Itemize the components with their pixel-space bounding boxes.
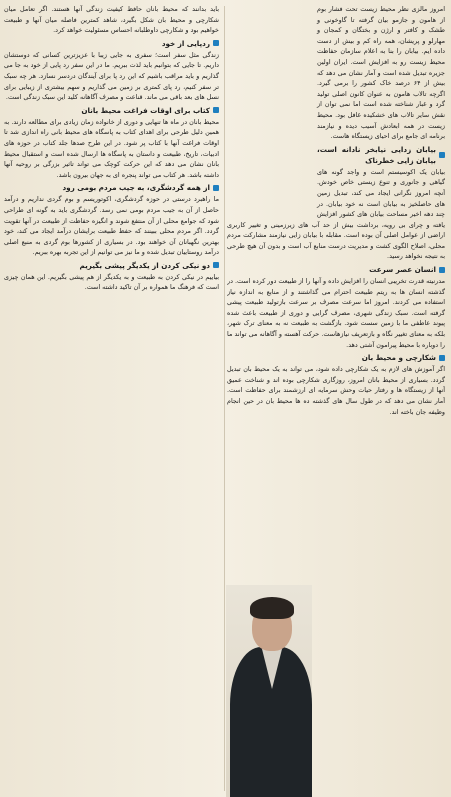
section-title-hunter-ranger: شکارچی و محیط بان <box>361 353 436 363</box>
section-heading <box>317 144 445 166</box>
square-bullet-icon <box>439 355 445 361</box>
section-title-tourism: از همه گردشگری، به جیب مردم بومی رود <box>62 183 210 193</box>
section-body-tourism: ما راهبرد درستی در حوزه گردشگری، اکوتوریسم و بوم گردی نداریم و درآمد حاصل از آن به جیب مردم بومی نمی رسد. گردشگری باید به گونه ای طراحی شود که جوامع محلی از آن منتفع شوند و انگیزه حفاظت از طبیعت در آنها تقویت گردد. اگر مردم محلی ببینند که حفظ طبیعت برایشان درآمد ایجاد می کند، خود بهترین نگهبانان آن خواهند بود. در بسیاری از کشورها بوم گردی به منبع اصلی درآمد روستاییان تبدیل شده و ما نیز می توانیم از این تجربه بهره ببریم. <box>4 195 219 257</box>
left-column <box>4 4 219 797</box>
column-divider <box>224 6 225 791</box>
section-heading <box>4 105 219 116</box>
square-bullet-icon <box>213 262 219 268</box>
square-bullet-icon <box>213 40 219 46</box>
section-heading <box>4 260 219 271</box>
section-title-ranger-books: کتاب برای اوقات فراغت محیط بانان <box>81 105 210 115</box>
left-intro-paragraph: باید بدانند که محیط بانان حافظ کیفیت زندگی آنها هستند. اگر تعامل میان شکارچی و محیط بان شکل بگیرد، شاهد کمترین فاصله میان آنها و طبیعت خواهیم بود و شکارچی داوطلبانه احساس مسئولیت خواهد کرد. <box>4 5 219 35</box>
section-body-kindness: بیاییم در نیکی کردن به طبیعت و به یکدیگر از هم پیشی بگیریم. این همان چیزی است که فرهنگ ما همواره بر آن تاکید داشته است. <box>4 272 219 292</box>
section-body-footprint: زندگی مثل سفر است؛ سفری به جایی زیبا با عزیزترین کسانی که دوستشان داریم. تا جایی که بتوانیم باید لذت ببریم. ما در این سفر رد پایی از خود به جا می گذاریم و باید مراقب باشیم که این رد پا برای آیندگان دردسر نسازد. هر چه سبک تر سفر کنیم، رد پای کمتری بر زمین می گذاریم و سهم بیشتری از زیبایی برای نسل های بعد باقی می ماند. قناعت و مصرف آگاهانه کلید این سبک زندگی است. <box>4 50 219 102</box>
square-bullet-icon <box>439 267 445 273</box>
photo-wrap-area <box>227 4 317 218</box>
section-body-speed-age: مدرنیته قدرت تخریبی انسان را افزایش داده و آنها را از طبیعت دور کرده است. در گذشته انسان ها به ریتم طبیعت احترام می گذاشتند و از منابع به اندازه نیاز استفاده می کردند. امروز اما سرعت مصرف بر سرعت بازتولید طبیعت پیشی گرفته است. سبک زندگی شهری، مصرف گرایی و دوری از طبیعت باعث شده پیوند عاطفی ما با زمین سست شود. بازگشت به طبیعت نه به معنای ترک شهر، بلکه به معنای تغییر نگاه و بازتعریف نیازهاست. حرکت آهسته و آگاهانه می تواند ما را دوباره با محیط پیرامون آشتی دهد. <box>227 277 445 349</box>
square-bullet-icon <box>439 152 445 158</box>
section-body-desertification: بیابان یک اکوسیستم است و واجد گونه های گیاهی و جانوری و تنوع زیستی خاص خودش. آنچه امروز نگرانی ایجاد می کند، تبدیل زمین های حاصلخیز به بیابان است نه خود بیابان. در چند دهه اخیر مساحت بیابان های کشور افزایش یافته و چرای بی رویه، برداشت بیش از حد آب های زیرزمینی و تغییر کاربری اراضی از عوامل اصلی آن بوده است. مقابله با بیابان زایی نیازمند مشارکت مردم محلی، اصلاح الگوی کشت و مدیریت درست منابع آب است و بدون آن هیچ طرحی به نتیجه نخواهد رسید. <box>227 167 445 261</box>
section-heading <box>227 352 445 363</box>
photo-person-hair <box>250 597 294 619</box>
section-heading <box>4 38 219 49</box>
section-body-ranger-books: محیط بانان در ماه ها تنهایی و دوری از خانواده زمان زیادی برای مطالعه دارند. به همین دلیل طرحی برای اهدای کتاب به پاسگاه های محیط بانی راه اندازی شد تا اوقات فراغت آنها با کتاب پر شود. در این طرح صدها جلد کتاب در حوزه های ادبیات، تاریخ، طبیعت و داستان به پاسگاه ها ارسال شده است و استقبال محیط بانان نشان می دهد که این حرکت کوچک می تواند تاثیر بزرگی بر روحیه آنها داشته باشد. هر کتاب می تواند پنجره ای به جهان بیرون باشد. <box>4 117 219 179</box>
section-title-desertification: بیابان زدایی نیابخر نادانه است، بیابان زایی خطرناک <box>317 144 436 165</box>
square-bullet-icon <box>213 107 219 113</box>
section-title-footprint: ردپایی از خود <box>161 38 210 48</box>
portrait-photo <box>226 585 312 797</box>
section-heading <box>4 182 219 193</box>
square-bullet-icon <box>213 185 219 191</box>
right-intro-paragraph: امروز مالزی نظر محیط زیست تحت فشار بوم از هامون و جازمو بیان گرفته تا گاوخونی و طشک و کافتر و ارژن و بختگان و کمجان و مهارلو و پریشان، همه راه کم و بیش از دست داده ایم. بیابان را بنا به اعلام سازمان حفاظت محیط زیست رو به افزایش است. ایران اولین جزیره تبدیل شده است و آمار نشان می دهد که بیش از ۶۴ درصد خاک کشور را برمی گیرد. اگرچه تالاب هامون به عنوان کانون اصلی تولید گرد و غبار شناخته شده است اما نمی توان از نقش سایر تالاب های خشکیده غافل بود. محیط زیست در همه ابعادش آسیب دیده و نیازمند برنامه ای جامع برای احیای زیستگاه هاست. <box>317 5 445 141</box>
section-heading <box>227 264 445 275</box>
section-body-hunter-ranger: اگر آموزش های لازم به یک شکارچی داده شود، می تواند به یک محیط بان تبدیل گردد. بسیاری از محیط بانان امروز، روزگاری شکارچی بوده اند و شناخت عمیق آنها از زیستگاه ها و رفتار حیات وحش سرمایه ای ارزشمند برای حفاظت است. آمار نشان می دهد که در طول سال های گذشته ده ها محیط بان در حین انجام وظیفه جان باخته اند. <box>227 365 445 416</box>
section-title-speed-age: انسان عصر سرعت <box>369 265 436 275</box>
section-title-kindness: دو نیکی کردن از یکدیگر پیشی بگیریم <box>79 260 210 270</box>
